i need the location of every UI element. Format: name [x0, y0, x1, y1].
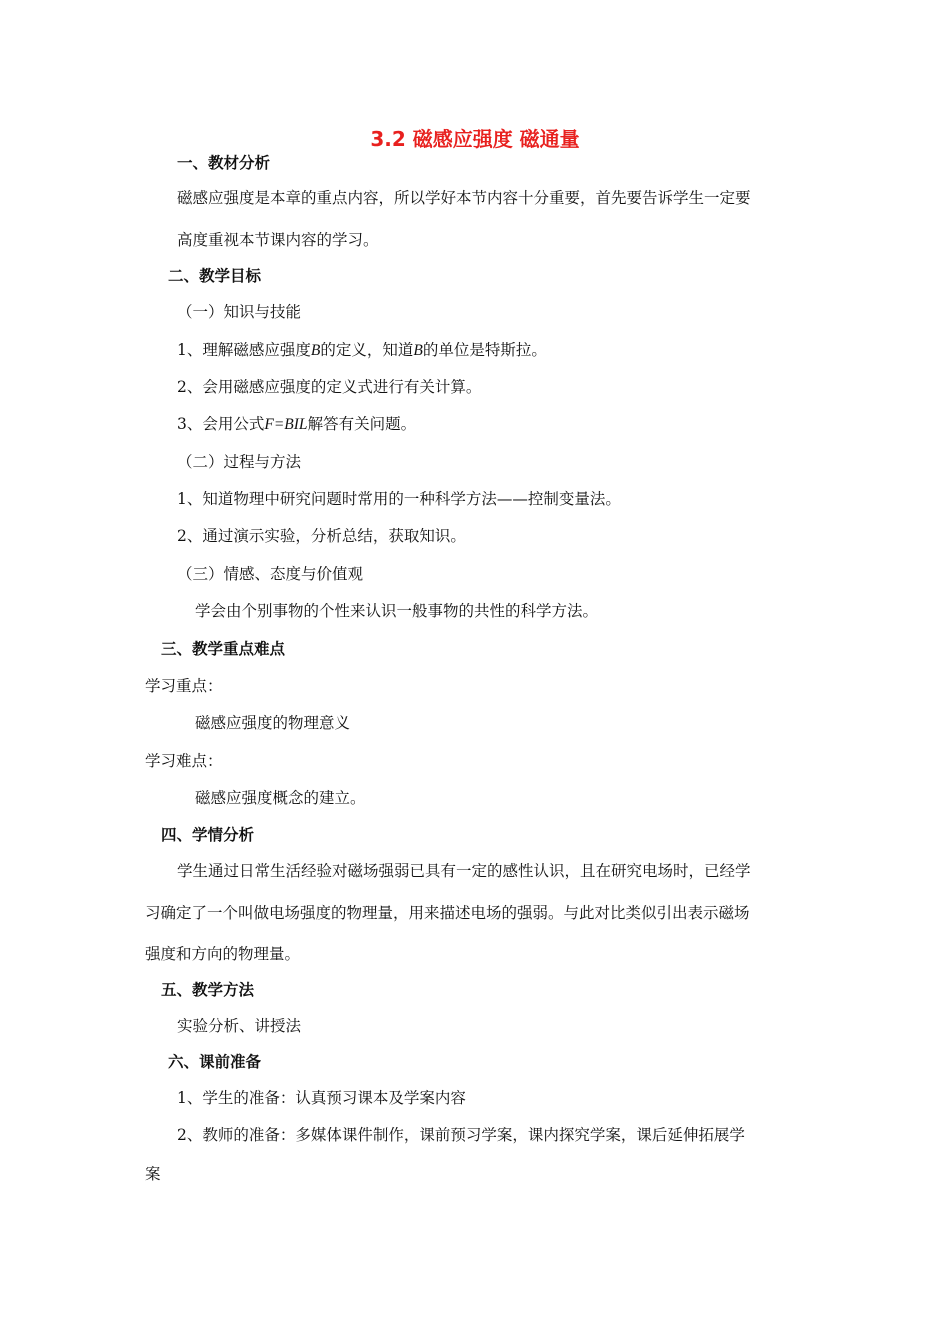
page-title: 3.2 磁感应强度 磁通量: [370, 127, 580, 151]
key-point-label: 学习重点：: [145, 677, 223, 695]
preparation-item-1: 1、学生的准备：认真预习课本及学案内容: [177, 1089, 466, 1107]
section-heading-learner-analysis: 四、学情分析: [161, 826, 255, 844]
subheading-knowledge: （一）知识与技能: [177, 303, 302, 321]
preparation-item-2-line1: 2、教师的准备：多媒体课件制作，课前预习学案，课内探究学案，课后延伸拓展学: [177, 1126, 745, 1144]
section-heading-methods: 五、教学方法: [161, 981, 255, 999]
learner-analysis-line3: 强度和方向的物理量。: [145, 945, 301, 963]
learner-analysis-line2: 习确定了一个叫做电场强度的物理量，用来描述电场的强弱。与此对比类似引出表示磁场: [145, 904, 750, 922]
objective-item-1: [177, 340, 547, 361]
symbol-b: B: [413, 342, 423, 359]
objective-item-3: [177, 414, 416, 435]
methods-text: 实验分析、讲授法: [177, 1017, 302, 1035]
analysis-text-line1: 磁感应强度是本章的重点内容，所以学好本节内容十分重要，首先要告诉学生一定要: [177, 189, 751, 207]
preparation-item-2-line2: 案: [145, 1165, 161, 1183]
symbol-b: B: [310, 342, 321, 359]
objective-item-5: 2、通过演示实验，分析总结，获取知识。: [177, 527, 466, 545]
section-heading-key-points: 三、教学重点难点: [161, 640, 286, 658]
key-point-text: 磁感应强度的物理意义: [195, 714, 351, 732]
objective-item-6: 学会由个别事物的个性来认识一般事物的共性的科学方法。: [195, 602, 599, 620]
objective-item-1-mid: 的定义，知道: [320, 341, 414, 359]
analysis-text-line2: 高度重视本节课内容的学习。: [177, 231, 379, 249]
section-heading-preparation: 六、课前准备: [168, 1053, 262, 1071]
difficulty-text: 磁感应强度概念的建立。: [195, 789, 366, 807]
difficulty-label: 学习难点：: [145, 752, 223, 770]
section-heading-objectives: 二、教学目标: [168, 267, 262, 285]
objective-item-1-pre: 1、理解磁感应强度: [177, 341, 311, 359]
objective-item-2: 2、会用磁感应强度的定义式进行有关计算。: [177, 378, 482, 396]
objective-item-3-pre: 3、会用公式: [177, 415, 265, 433]
formula: F=BIL: [264, 416, 308, 433]
subheading-values: （三）情感、态度与价值观: [177, 565, 364, 583]
objective-item-4: 1、知道物理中研究问题时常用的一种科学方法——控制变量法。: [177, 490, 621, 508]
objective-item-1-post: 的单位是特斯拉。: [422, 341, 547, 359]
learner-analysis-line1: 学生通过日常生活经验对磁场强弱已具有一定的感性认识，且在研究电场时，已经学: [177, 862, 751, 880]
subheading-process: （二）过程与方法: [177, 453, 302, 471]
objective-item-3-post: 解答有关问题。: [307, 415, 417, 433]
section-heading-analysis: 一、教材分析: [177, 154, 271, 172]
